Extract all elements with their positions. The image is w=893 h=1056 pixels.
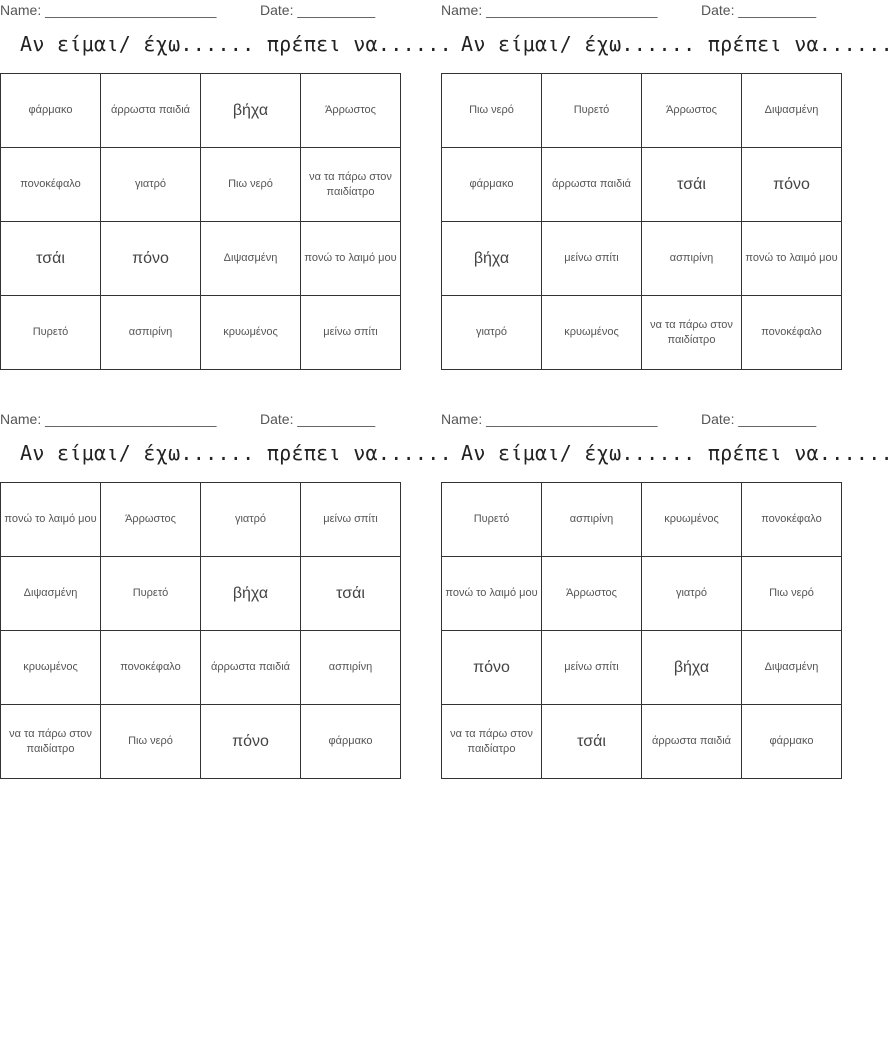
bingo-card (0, 409, 452, 779)
grid-cell: πονώ το λαιμό μου (742, 222, 842, 296)
grid-cell: πόνο (442, 631, 542, 705)
grid-cell: να τα πάρω στον παιδίατρο (442, 705, 542, 779)
grid-cell: βήχα (201, 74, 301, 148)
grid-row (442, 148, 842, 222)
grid-cell: πονώ το λαιμό μου (442, 557, 542, 631)
grid-cell: να τα πάρω στον παιδίατρο (642, 296, 742, 370)
grid-cell: κρυωμένος (542, 296, 642, 370)
grid-cell: πονώ το λαιμό μου (301, 222, 401, 296)
grid-cell: να τα πάρω στον παιδίατρο (301, 148, 401, 222)
grid-cell: Πιω νερό (201, 148, 301, 222)
grid-cell: ασπιρίνη (542, 483, 642, 557)
grid-cell: Πιω νερό (442, 74, 542, 148)
grid-row (442, 74, 842, 148)
grid-row (442, 296, 842, 370)
grid-row (1, 557, 401, 631)
date-field-label: Date: __________ (260, 411, 376, 427)
grid-cell: Διψασμένη (1, 557, 101, 631)
grid-cell: τσάι (301, 557, 401, 631)
grid-cell: Πυρετό (1, 296, 101, 370)
grid-cell: ασπιρίνη (101, 296, 201, 370)
grid-cell: φάρμακο (301, 705, 401, 779)
bingo-card (441, 0, 893, 370)
grid-cell: άρρωστα παιδιά (101, 74, 201, 148)
bingo-grid (0, 73, 401, 370)
grid-cell: πονοκέφαλο (101, 631, 201, 705)
grid-row (442, 483, 842, 557)
bingo-grid (441, 73, 842, 370)
grid-row (1, 631, 401, 705)
grid-cell: γιατρό (101, 148, 201, 222)
grid-cell: Διψασμένη (201, 222, 301, 296)
grid-row (1, 148, 401, 222)
grid-cell: τσάι (642, 148, 742, 222)
grid-cell: γιατρό (201, 483, 301, 557)
date-field-label: Date: __________ (701, 411, 817, 427)
grid-cell: βήχα (201, 557, 301, 631)
grid-row (1, 222, 401, 296)
grid-cell: Πιω νερό (742, 557, 842, 631)
date-field-label: Date: __________ (701, 2, 817, 18)
grid-cell: Άρρωστος (642, 74, 742, 148)
grid-cell: Άρρωστος (542, 557, 642, 631)
grid-cell: φάρμακο (1, 74, 101, 148)
grid-cell: πονοκέφαλο (1, 148, 101, 222)
grid-cell: ασπιρίνη (642, 222, 742, 296)
grid-cell: μείνω σπίτι (301, 483, 401, 557)
grid-cell: κρυωμένος (201, 296, 301, 370)
card-header (441, 409, 816, 431)
grid-cell: μείνω σπίτι (542, 631, 642, 705)
grid-cell: γιατρό (642, 557, 742, 631)
grid-cell: μείνω σπίτι (301, 296, 401, 370)
bingo-card (0, 0, 452, 370)
grid-row (1, 296, 401, 370)
grid-cell: Άρρωστος (101, 483, 201, 557)
grid-cell: Πιω νερό (101, 705, 201, 779)
grid-cell: πονοκέφαλο (742, 296, 842, 370)
grid-row (1, 705, 401, 779)
grid-cell: γιατρό (442, 296, 542, 370)
date-field-label: Date: __________ (260, 2, 376, 18)
card-title: Αν είμαι/ έχω...... πρέπει να...... (461, 441, 893, 465)
grid-cell: άρρωστα παιδιά (542, 148, 642, 222)
grid-cell: Διψασμένη (742, 631, 842, 705)
grid-row (1, 483, 401, 557)
grid-cell: τσάι (1, 222, 101, 296)
name-field-label: Name: ______________________ (0, 411, 217, 427)
grid-cell: Άρρωστος (301, 74, 401, 148)
grid-cell: βήχα (642, 631, 742, 705)
grid-row (442, 631, 842, 705)
grid-cell: να τα πάρω στον παιδίατρο (1, 705, 101, 779)
bingo-grid (441, 482, 842, 779)
grid-cell: πόνο (201, 705, 301, 779)
grid-cell: πονοκέφαλο (742, 483, 842, 557)
grid-cell: φάρμακο (742, 705, 842, 779)
grid-cell: ασπιρίνη (301, 631, 401, 705)
grid-cell: άρρωστα παιδιά (642, 705, 742, 779)
grid-cell: πόνο (101, 222, 201, 296)
grid-cell: πόνο (742, 148, 842, 222)
card-title: Αν είμαι/ έχω...... πρέπει να...... (20, 441, 452, 465)
grid-row (442, 705, 842, 779)
grid-row (1, 74, 401, 148)
name-field-label: Name: ______________________ (441, 411, 658, 427)
grid-cell: Πυρετό (542, 74, 642, 148)
grid-row (442, 557, 842, 631)
name-field-label: Name: ______________________ (441, 2, 658, 18)
grid-cell: φάρμακο (442, 148, 542, 222)
bingo-grid (0, 482, 401, 779)
card-header (441, 0, 816, 22)
grid-row (442, 222, 842, 296)
grid-cell: κρυωμένος (1, 631, 101, 705)
grid-cell: Πυρετό (442, 483, 542, 557)
grid-cell: βήχα (442, 222, 542, 296)
name-field-label: Name: ______________________ (0, 2, 217, 18)
grid-cell: Πυρετό (101, 557, 201, 631)
grid-cell: Διψασμένη (742, 74, 842, 148)
card-title: Αν είμαι/ έχω...... πρέπει να...... (461, 32, 893, 56)
grid-cell: μείνω σπίτι (542, 222, 642, 296)
card-header (0, 409, 375, 431)
grid-cell: άρρωστα παιδιά (201, 631, 301, 705)
card-title: Αν είμαι/ έχω...... πρέπει να...... (20, 32, 452, 56)
card-header (0, 0, 375, 22)
bingo-card (441, 409, 893, 779)
grid-cell: τσάι (542, 705, 642, 779)
grid-cell: κρυωμένος (642, 483, 742, 557)
grid-cell: πονώ το λαιμό μου (1, 483, 101, 557)
